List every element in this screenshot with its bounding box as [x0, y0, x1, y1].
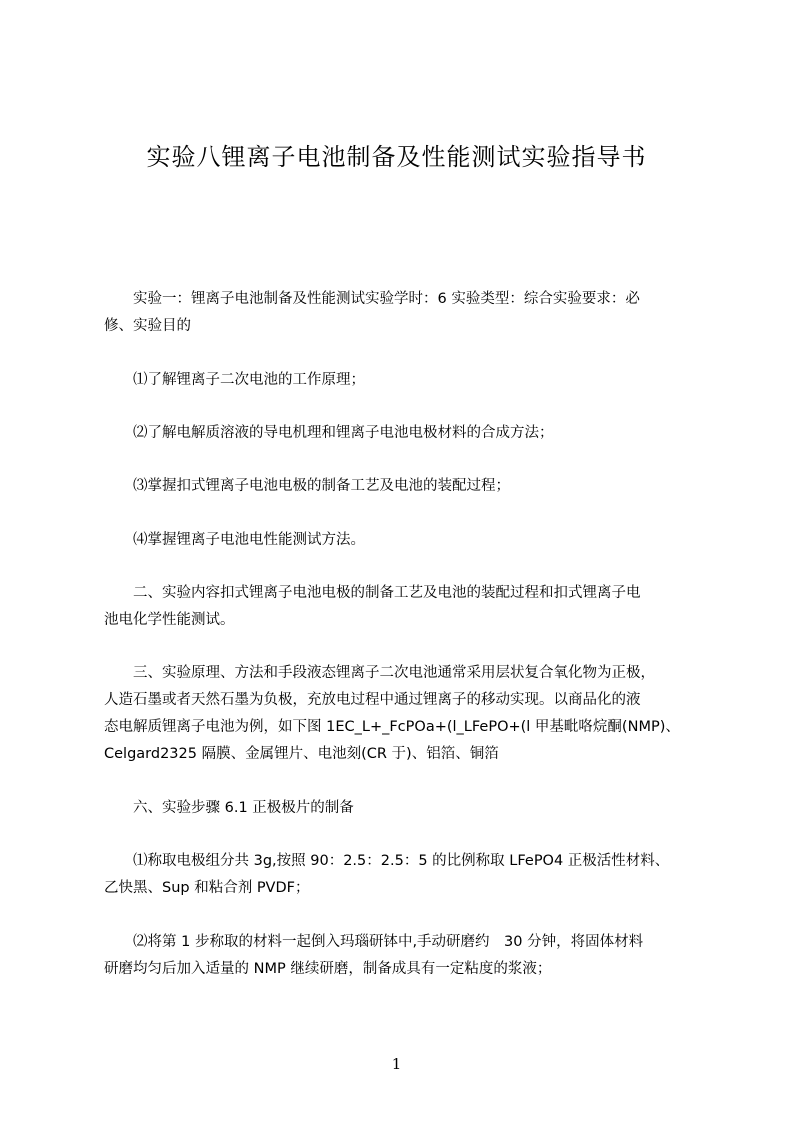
paragraph-step-1	[104, 848, 704, 902]
paragraph-experiment-content	[104, 580, 704, 634]
paragraph-objective-2	[104, 420, 704, 447]
paragraph-step-2	[104, 929, 704, 983]
text-line: 人造石墨或者天然石墨为负极，充放电过程中通过锂离子的移动实现。以商品化的液	[104, 692, 641, 708]
document-title: 实验八锂离子电池制备及性能测试实验指导书	[146, 143, 647, 171]
text-line: 二、实验内容扣式锂离子电池电极的制备工艺及电池的装配过程和扣式锂离子电	[104, 585, 641, 601]
text-line: ⑶掌握扣式锂离子电池电极的制备工艺及电池的装配过程；	[104, 478, 510, 494]
text-line: ⑵了解电解质溶液的导电机理和锂离子电池电极材料的合成方法；	[104, 425, 554, 441]
text-line: 研磨均匀后加入适量的 NMP 继续研磨，制备成具有一定粘度的浆液；	[104, 961, 552, 977]
text-line: ⑷掌握锂离子电池电性能测试方法。	[104, 532, 365, 548]
text-line: ⑵将第 1 步称取的材料一起倒入玛瑙研钵中,手动研磨约 30 分钟，将固体材料	[104, 934, 644, 950]
paragraph-experiment-intro	[104, 286, 704, 340]
paragraph-objective-3	[104, 473, 704, 500]
text-line: Celgard2325 隔膜、金属锂片、电池刻(CR 于)、铝箔、铜箔	[104, 746, 499, 762]
text-line: ⑴了解锂离子二次电池的工作原理；	[104, 372, 365, 388]
text-line: 乙快黑、Sup 和粘合剂 PVDF；	[104, 880, 310, 896]
paragraph-principle	[104, 660, 704, 768]
text-line: 三、实验原理、方法和手段液态锂离子二次电池通常采用层状复合氧化物为正极，	[104, 665, 655, 681]
text-line: 六、实验步骤 6.1 正极极片的制备	[104, 800, 354, 816]
page-number: 1	[391, 1055, 402, 1073]
text-line: 修、实验目的	[104, 318, 191, 334]
paragraph-steps-heading	[104, 795, 704, 822]
paragraph-objective-1	[104, 367, 704, 394]
text-line: 池电化学性能测试。	[104, 612, 235, 628]
text-line: ⑴称取电极组分共 3g,按照 90：2.5：2.5：5 的比例称取 LFePO4 正极活性材料、	[104, 853, 670, 869]
paragraph-objective-4	[104, 527, 704, 554]
text-line: 实验一：锂离子电池制备及性能测试实验学时：6 实验类型：综合实验要求：必	[104, 291, 640, 307]
text-line: 态电解质锂离子电池为例，如下图 1EC_L+_FcPOa+(l_LFePO+(l 甲基毗咯烷酮(NMP)、	[104, 719, 680, 735]
